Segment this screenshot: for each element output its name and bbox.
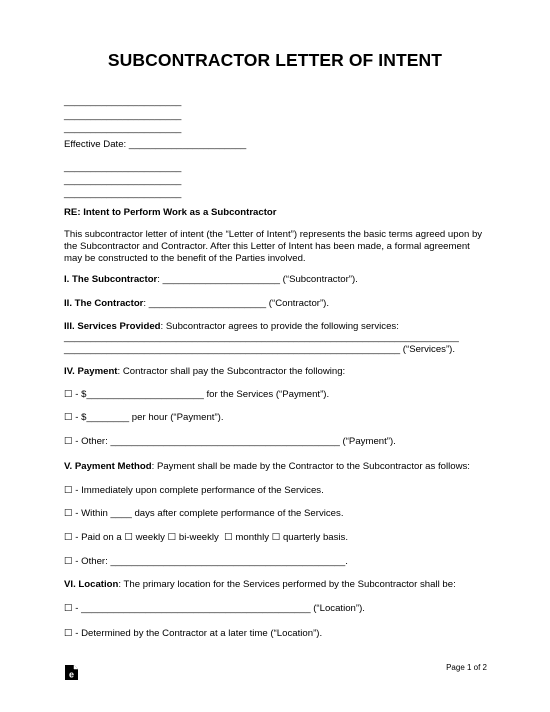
- services-line: _______________________________________________________________ (“Services”).: [64, 344, 456, 355]
- section-text: : ______________________ (“Subcontractor”).: [157, 274, 358, 285]
- section-heading: II. The Contractor: [64, 298, 144, 309]
- section-payment-method: [64, 461, 470, 473]
- address-line: ______________________: [64, 110, 182, 121]
- section-location: [64, 579, 456, 591]
- section-heading: VI. Location: [64, 579, 119, 590]
- payment-method-option: ☐ - Immediately upon complete performance of the Services.: [64, 485, 324, 496]
- svg-text:e: e: [68, 669, 75, 680]
- section-text: : Payment shall be made by the Contractor to the Subcontractor as follows:: [151, 461, 470, 472]
- section-text: : ______________________ (“Contractor”).: [143, 298, 330, 309]
- address-line: ______________________: [64, 96, 182, 107]
- document-title: SUBCONTRACTOR LETTER OF INTENT: [107, 50, 443, 70]
- page-number: Page 1 of 2: [446, 663, 487, 672]
- payment-option: ☐ - $________ per hour (“Payment”).: [64, 412, 224, 423]
- eforms-logo-icon: [64, 664, 79, 681]
- section-heading: IV. Payment: [64, 366, 118, 377]
- re-line: RE: Intent to Perform Work as a Subcontractor: [64, 207, 277, 218]
- section-text: : Subcontractor agrees to provide the following services:: [160, 321, 399, 332]
- payment-method-option: ☐ - Other: ____________________________________________.: [64, 556, 348, 567]
- payment-option: ☐ - Other: ___________________________________________ (“Payment”).: [64, 436, 396, 447]
- payment-method-option: ☐ - Within ____ days after complete performance of the Services.: [64, 508, 344, 519]
- address-line: ______________________: [64, 175, 182, 186]
- section-heading: V. Payment Method: [64, 461, 152, 472]
- address-line: ______________________: [64, 123, 182, 134]
- section-payment: [64, 366, 345, 378]
- address-line: ______________________: [64, 188, 182, 199]
- section-subcontractor: [64, 274, 358, 286]
- section-heading: I. The Subcontractor: [64, 274, 158, 285]
- intro-paragraph: This subcontractor letter of intent (the “Letter of Intent”) represents the basic terms agreed upon by the Subcontractor and Contractor. After this Letter of Intent has been made, a formal agreement may be constructed to the benefit of the Parties involved.: [64, 229, 483, 264]
- section-heading: III. Services Provided: [64, 321, 161, 332]
- effective-date: Effective Date: ______________________: [64, 139, 247, 150]
- section-contractor: [64, 298, 329, 310]
- payment-method-option: ☐ - Paid on a ☐ weekly ☐ bi-weekly ☐ monthly ☐ quarterly basis.: [64, 532, 349, 543]
- section-text: : Contractor shall pay the Subcontractor the following:: [117, 366, 346, 377]
- location-option: ☐ - ___________________________________________ (“Location”).: [64, 603, 365, 614]
- location-option: ☐ - Determined by the Contractor at a later time (“Location”).: [64, 628, 323, 639]
- services-line: __________________________________________________________________________: [64, 332, 459, 343]
- section-text: : The primary location for the Services performed by the Subcontractor shall be:: [118, 579, 456, 590]
- address-line: ______________________: [64, 162, 182, 173]
- payment-option: ☐ - $______________________ for the Services (“Payment”).: [64, 389, 330, 400]
